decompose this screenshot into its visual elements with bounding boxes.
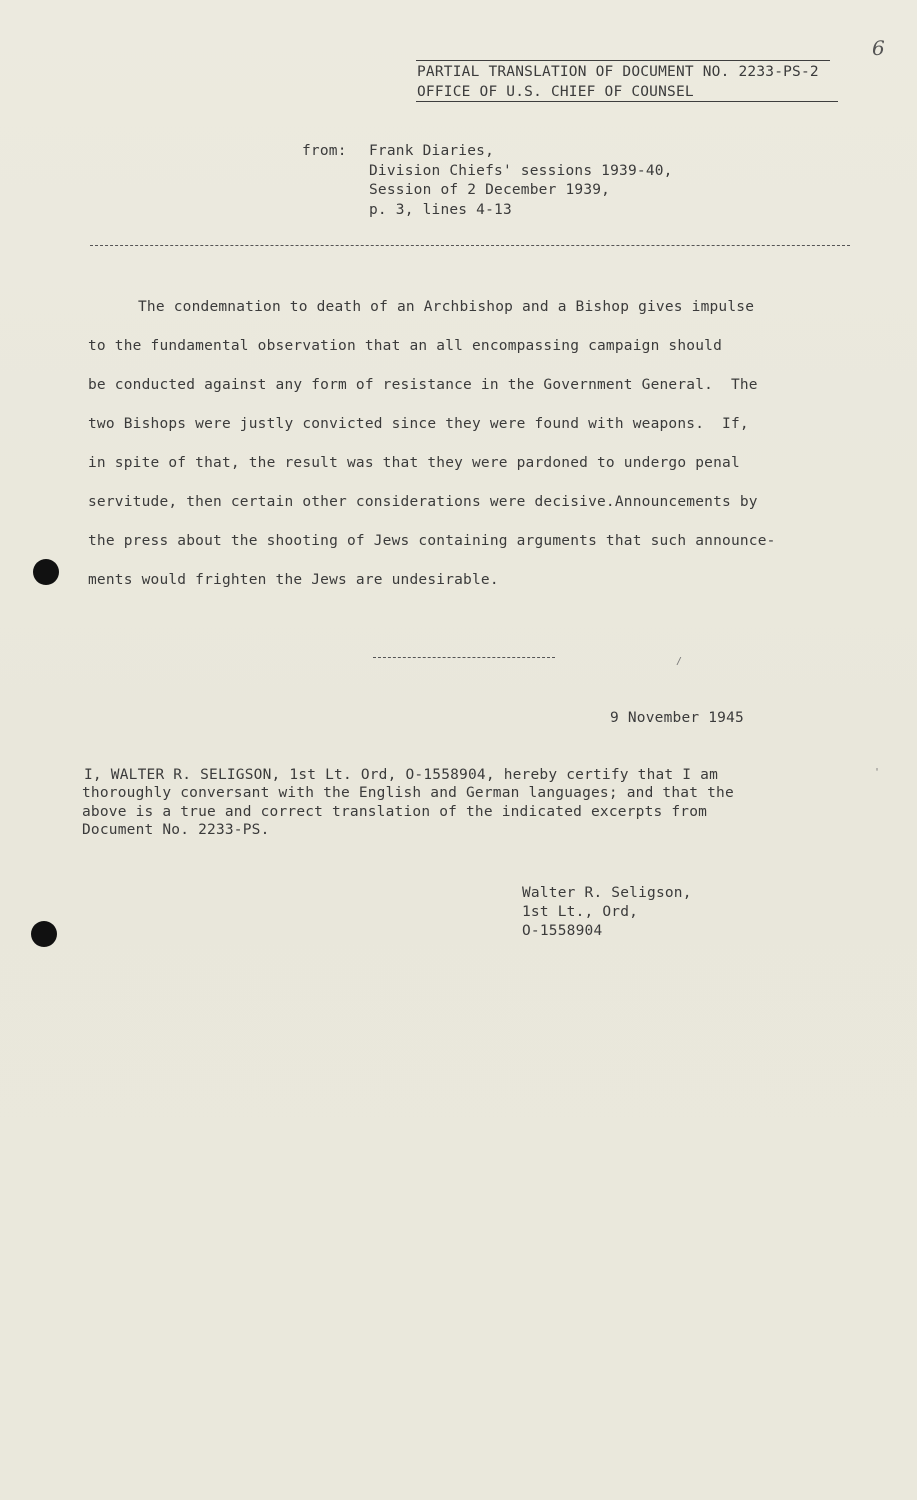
certification-line: Document No. 2233-PS. xyxy=(82,822,270,838)
punch-hole-upper xyxy=(33,559,59,585)
source-line: Division Chiefs' sessions 1939-40, xyxy=(369,163,673,179)
body-line: the press about the shooting of Jews containing arguments that such announce- xyxy=(88,533,776,549)
body-line: to the fundamental observation that an all encompassing campaign should xyxy=(88,338,723,354)
header-office: OFFICE OF U.S. CHIEF OF COUNSEL xyxy=(417,84,694,100)
header-title: PARTIAL TRANSLATION OF DOCUMENT NO. 2233-PS-2 xyxy=(417,64,819,80)
end-separator xyxy=(373,657,555,658)
section-separator xyxy=(90,245,850,246)
scan-speck: ' xyxy=(874,767,881,778)
header-top-rule xyxy=(416,60,830,61)
signature-rank: 1st Lt., Ord, xyxy=(522,904,639,920)
body-line: The condemnation to death of an Archbishop and a Bishop gives impulse xyxy=(138,299,755,315)
source-line: Frank Diaries, xyxy=(369,143,495,159)
signature-name: Walter R. Seligson, xyxy=(522,885,692,901)
body-line: in spite of that, the result was that they were pardoned to undergo penal xyxy=(88,455,740,471)
source-line: Session of 2 December 1939, xyxy=(369,182,611,198)
body-line: servitude, then certain other considerations were decisive.Announcements by xyxy=(88,494,758,510)
header-bottom-rule xyxy=(416,101,838,102)
body-line: be conducted against any form of resistance in the Government General. The xyxy=(88,377,758,393)
source-line: p. 3, lines 4-13 xyxy=(369,202,512,218)
scan-speck: / xyxy=(676,656,683,667)
certification-date: 9 November 1945 xyxy=(610,710,744,726)
certification-line: I, WALTER R. SELIGSON, 1st Lt. Ord, O-1558904, hereby certify that I am xyxy=(84,767,719,783)
page-number: 6 xyxy=(872,36,885,60)
certification-line: thoroughly conversant with the English and German languages; and that the xyxy=(82,785,734,801)
punch-hole-lower xyxy=(31,921,57,947)
certification-line: above is a true and correct translation of the indicated excerpts from xyxy=(82,804,708,820)
body-line: ments would frighten the Jews are undesirable. xyxy=(88,572,499,588)
signature-serial: O-1558904 xyxy=(522,923,603,939)
body-line: two Bishops were justly convicted since they were found with weapons. If, xyxy=(88,416,749,432)
source-label: from: xyxy=(302,143,347,159)
